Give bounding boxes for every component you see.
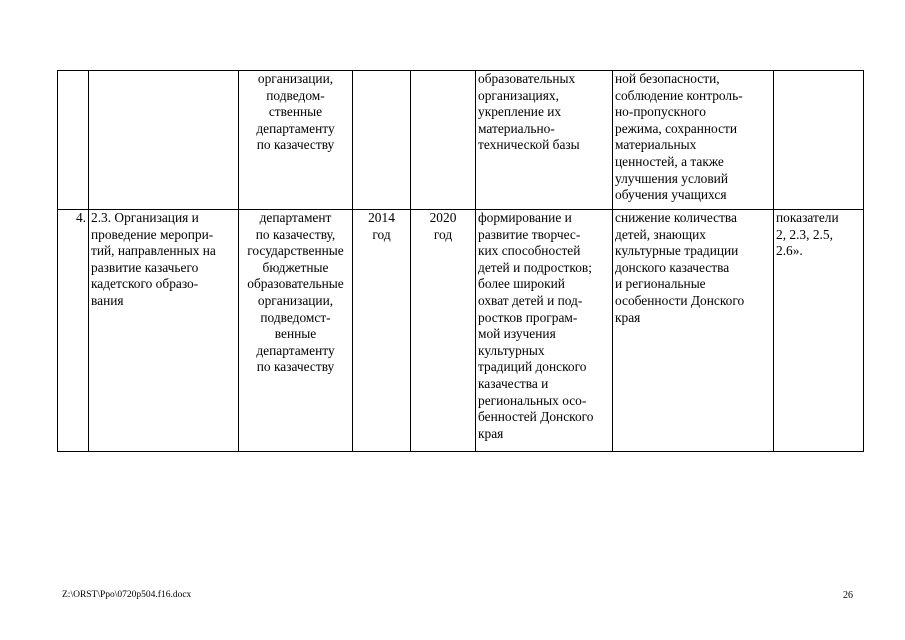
cell-text-line: донского казачества [615, 259, 730, 275]
cell-text-line: но-пропускного [615, 104, 706, 120]
cell-text-line: традиций донского [478, 359, 587, 375]
cell-text-line: и региональные [615, 276, 706, 292]
cell-text-line: 2020 [429, 210, 457, 225]
cell-text-line: формирование и [478, 210, 572, 225]
cell-text-line: развитие творчес- [478, 226, 581, 242]
cell-text-line: обучения учащихся [615, 187, 727, 203]
cell-text-line: по казачеству [256, 137, 335, 153]
footer-page-number: 26 [843, 590, 853, 601]
cell-text-line: материально- [478, 120, 555, 136]
cell-text-line: режима, сохранности [615, 120, 738, 136]
cell-text-line: региональных осо- [478, 392, 587, 408]
cell-text-line: организации, [257, 292, 334, 308]
cell-text-line: культурных [478, 342, 545, 358]
cell-text-line: более широкий [478, 276, 565, 292]
cell-number [58, 71, 89, 210]
cell-text-line: мой изучения [478, 326, 556, 342]
cell-text-line: материальных [615, 137, 697, 153]
cell-text-line: ценностей, а также [615, 153, 724, 169]
cell-end-year [411, 210, 476, 452]
cell-start-year [353, 210, 411, 452]
cell-expected-result [476, 210, 613, 452]
program-activities-table [57, 70, 864, 452]
table-row-continued [58, 71, 864, 210]
cell-text-line: технической базы [478, 137, 580, 153]
cell-text-line: год [372, 226, 391, 242]
cell-text-line: вания [91, 292, 124, 308]
cell-text-line: бюджетные [262, 259, 329, 275]
cell-activity-name [89, 210, 239, 452]
cell-text-line: проведение меропри- [91, 226, 214, 242]
cell-text-line: бенностей Донского [478, 409, 594, 425]
cell-text-line: 2, 2.3, 2.5, [776, 226, 833, 242]
cell-text-line: государственные [247, 243, 344, 259]
cell-text-line: подведом- [266, 87, 325, 103]
cell-text-line: 2.3. Организация и [91, 210, 199, 225]
cell-consequences [613, 210, 774, 452]
cell-executor [239, 71, 353, 210]
cell-text-line: охват детей и под- [478, 292, 583, 308]
cell-text-line: образовательные [247, 276, 344, 292]
cell-text-line: края [615, 309, 641, 325]
cell-start-year [353, 71, 411, 210]
cell-text-line: подведомст- [260, 309, 331, 325]
cell-text-line: по казачеству [256, 359, 335, 375]
cell-text-line: департаменту [256, 342, 335, 358]
cell-text-line: снижение количества [615, 210, 738, 225]
cell-text-line: год [433, 226, 453, 242]
cell-text-line: образовательных [478, 71, 576, 86]
cell-text-line: организациях, [478, 87, 559, 103]
cell-text-line: по казачеству, [255, 226, 336, 242]
cell-text-line: укрепление их [478, 104, 562, 120]
cell-text-line: соблюдение контроль- [615, 87, 743, 103]
cell-text-line: ких способностей [478, 243, 581, 259]
cell-end-year [411, 71, 476, 210]
table-row-4 [58, 210, 864, 452]
cell-text-line: венные [274, 326, 317, 342]
cell-indicator-link [774, 210, 864, 452]
cell-expected-result [476, 71, 613, 210]
footer-file-path: Z:\ORST\Ppo\0720p504.f16.docx [62, 590, 192, 600]
cell-text-line: департаменту [256, 120, 335, 136]
cell-text-line: развитие казачьего [91, 259, 199, 275]
cell-text-line: детей и подростков; [478, 259, 592, 275]
cell-executor [239, 210, 353, 452]
cell-text-line: казачества и [478, 375, 549, 391]
cell-text-line: края [478, 425, 504, 441]
cell-text-line: детей, знающих [615, 226, 706, 242]
cell-text-line: ростков програм- [478, 309, 578, 325]
cell-text-line: показатели [776, 210, 839, 225]
cell-text-line: особенности Донского [615, 292, 745, 308]
cell-text-line: ной безопасности, [615, 71, 720, 86]
cell-text-line: кадетского образо- [91, 276, 199, 292]
cell-text-line: ственные [268, 104, 323, 120]
cell-indicator-link [774, 71, 864, 210]
cell-text-line: департамент [259, 210, 332, 225]
cell-text-line: культурные традиции [615, 243, 739, 259]
cell-text-line: организации, [257, 71, 334, 86]
cell-text-line: 2014 [368, 210, 395, 225]
cell-number: 4. [58, 210, 89, 452]
cell-text-line: 2.6». [776, 243, 803, 259]
cell-text-line: улучшения условий [615, 170, 728, 186]
cell-activity-name [89, 71, 239, 210]
cell-consequences [613, 71, 774, 210]
cell-text-line: тий, направленных на [91, 243, 216, 259]
